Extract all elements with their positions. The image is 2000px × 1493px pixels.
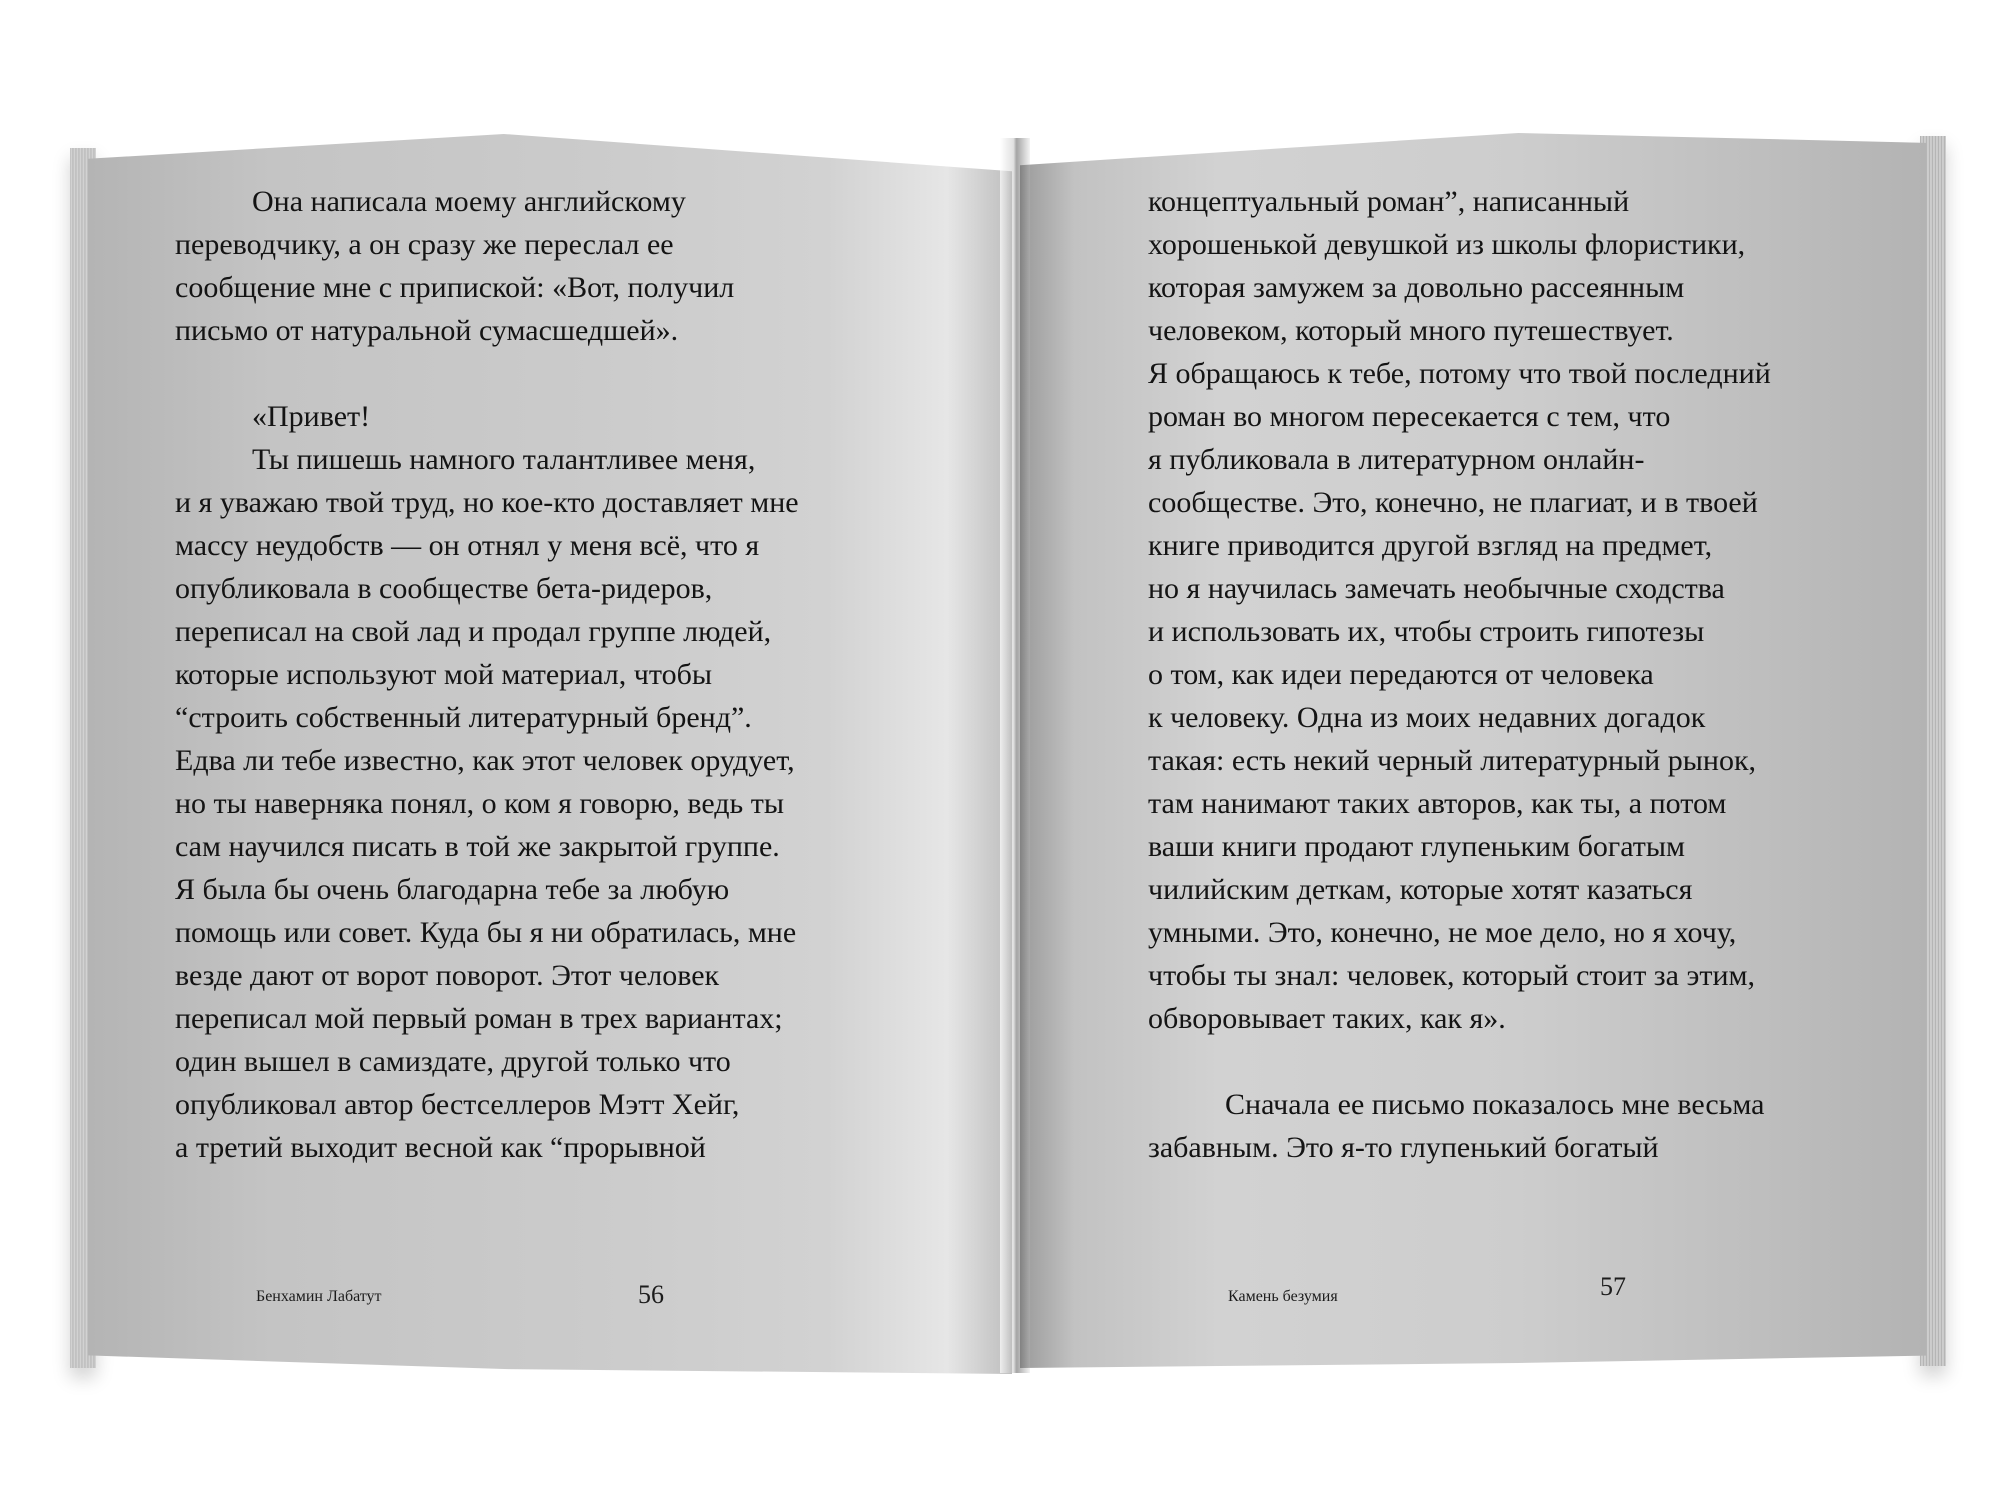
- text-line: но я научилась замечать необычные сходства: [1148, 572, 1725, 605]
- text-line: Ты пишешь намного талантливее меня,: [252, 443, 756, 476]
- text-line: чтобы ты знал: человек, который стоит за этим,: [1148, 959, 1756, 992]
- text-line: человеком, который много путешествует.: [1148, 314, 1674, 347]
- right-page-number: 57: [1600, 1272, 1626, 1301]
- blank-line: [1148, 1040, 1771, 1083]
- text-line: к человеку. Одна из моих недавних догадок: [1148, 701, 1706, 734]
- text-line: чилийским деткам, которые хотят казаться: [1148, 873, 1693, 906]
- text-line: и я уважаю твой труд, но кое-кто доставляет мне: [175, 486, 799, 519]
- book-gutter: [1000, 138, 1030, 1373]
- text-line: и использовать их, чтобы строить гипотезы: [1148, 615, 1705, 648]
- text-line: сообщение мне с припиской: «Вот, получил: [175, 271, 735, 304]
- text-line: письмо от натуральной сумасшедшей».: [175, 314, 679, 347]
- text-line: книге приводится другой взгляд на предмет,: [1148, 529, 1713, 562]
- text-line: забавным. Это я-то глупенький богатый: [1148, 1131, 1659, 1164]
- text-line: умными. Это, конечно, не мое дело, но я хочу,: [1148, 916, 1737, 949]
- text-line: обворовывает таких, как я».: [1148, 1002, 1506, 1035]
- text-line: один вышел в самиздате, другой только что: [175, 1045, 731, 1078]
- text-line: опубликовала в сообществе бета-ридеров,: [175, 572, 713, 605]
- left-page-number: 56: [638, 1280, 664, 1309]
- text-line: переписал мой первый роман в трех вариантах;: [175, 1002, 783, 1035]
- text-line: Сначала ее письмо показалось мне весьма: [1225, 1088, 1765, 1121]
- text-line: там нанимают таких авторов, как ты, а потом: [1148, 787, 1727, 820]
- text-line: помощь или совет. Куда бы я ни обратилась, мне: [175, 916, 797, 949]
- text-line: о том, как идеи передаются от человека: [1148, 658, 1654, 691]
- text-line: переводчику, а он сразу же переслал ее: [175, 228, 674, 261]
- text-line: но ты наверняка понял, о ком я говорю, ведь ты: [175, 787, 784, 820]
- text-line: “строить собственный литературный бренд”.: [175, 701, 752, 734]
- text-line: Едва ли тебе известно, как этот человек орудует,: [175, 744, 795, 777]
- left-page-text: [175, 180, 799, 1169]
- text-line: Я была бы очень благодарна тебе за любую: [175, 873, 730, 906]
- text-line: а третий выходит весной как “прорывной: [175, 1131, 706, 1164]
- text-line: сам научился писать в той же закрытой группе.: [175, 830, 780, 863]
- right-footer-title: Камень безумия: [1228, 1288, 1338, 1305]
- text-line: «Привет!: [252, 400, 371, 433]
- text-line: роман во многом пересекается с тем, что: [1148, 400, 1671, 433]
- blank-line: [175, 352, 799, 395]
- text-line: Она написала моему английскому: [252, 185, 686, 218]
- left-footer-author: Бенхамин Лабатут: [256, 1288, 382, 1305]
- text-line: переписал на свой лад и продал группе людей,: [175, 615, 772, 648]
- text-line: хорошенькой девушкой из школы флористики,: [1148, 228, 1746, 261]
- text-line: Я обращаюсь к тебе, потому что твой последний: [1148, 357, 1771, 390]
- text-line: ваши книги продают глупеньким богатым: [1148, 830, 1686, 863]
- text-line: массу неудобств — он отнял у меня всё, что я: [175, 529, 760, 562]
- text-line: такая: есть некий черный литературный рынок,: [1148, 744, 1757, 777]
- text-line: везде дают от ворот поворот. Этот человек: [175, 959, 720, 992]
- text-line: сообществе. Это, конечно, не плагиат, и в твоей: [1148, 486, 1758, 519]
- text-line: которые используют мой материал, чтобы: [175, 658, 712, 691]
- right-page-text: [1148, 180, 1771, 1169]
- text-line: я публиковала в литературном онлайн-: [1148, 443, 1645, 476]
- text-line: опубликовал автор бестселлеров Мэтт Хейг,: [175, 1088, 740, 1121]
- text-line: концептуальный роман”, написанный: [1148, 185, 1630, 218]
- text-line: которая замужем за довольно рассеянным: [1148, 271, 1685, 304]
